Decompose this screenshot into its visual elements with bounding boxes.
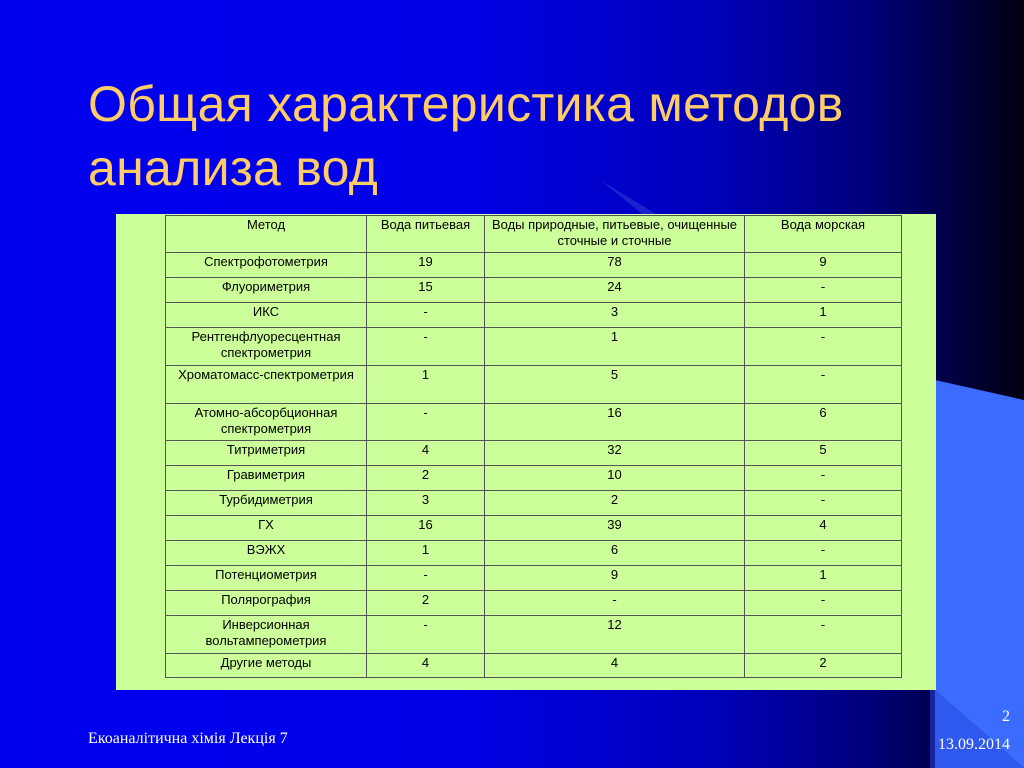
table-cell: - <box>367 566 485 591</box>
table-cell: 4 <box>367 654 485 678</box>
table-cell: 2 <box>367 466 485 491</box>
table-row <box>166 566 902 591</box>
table-cell: 1 <box>367 541 485 566</box>
table-cell: 15 <box>367 278 485 303</box>
table-cell: 1 <box>367 366 485 404</box>
table-cell: 5 <box>745 441 902 466</box>
table-cell: Другие методы <box>166 654 367 678</box>
table-row <box>166 253 902 278</box>
table-cell: 16 <box>367 516 485 541</box>
table-cell: Гравиметрия <box>166 466 367 491</box>
table-cell: - <box>745 466 902 491</box>
table-cell: - <box>745 366 902 404</box>
table-row <box>166 516 902 541</box>
table-cell: 5 <box>485 366 745 404</box>
table-cell: 1 <box>745 303 902 328</box>
table-cell: - <box>485 591 745 616</box>
table-cell: - <box>745 591 902 616</box>
table-cell: Рентгенфлуоресцентная спектрометрия <box>166 328 367 366</box>
header-cell: Вода питьевая <box>367 216 485 253</box>
table-cell: - <box>367 616 485 654</box>
table-cell: 4 <box>367 441 485 466</box>
table-cell: 78 <box>485 253 745 278</box>
table-row <box>166 654 902 678</box>
table-cell: - <box>367 328 485 366</box>
slide-number: 2 <box>1002 708 1010 725</box>
table-cell: 9 <box>745 253 902 278</box>
table-cell: - <box>745 328 902 366</box>
methods-table <box>165 215 902 678</box>
table-cell: 2 <box>745 654 902 678</box>
table-cell: 3 <box>485 303 745 328</box>
table-cell: 2 <box>367 591 485 616</box>
table-cell: 1 <box>745 566 902 591</box>
table-cell: - <box>745 541 902 566</box>
table-cell: 6 <box>485 541 745 566</box>
header-cell: Вода морская <box>745 216 902 253</box>
table-row <box>166 616 902 654</box>
table-row <box>166 491 902 516</box>
table-cell: Полярография <box>166 591 367 616</box>
table-cell: 4 <box>745 516 902 541</box>
table-cell: - <box>745 278 902 303</box>
table-cell: 3 <box>367 491 485 516</box>
table-cell: ИКС <box>166 303 367 328</box>
table-cell: 2 <box>485 491 745 516</box>
table-cell: 19 <box>367 253 485 278</box>
table-cell: - <box>367 303 485 328</box>
header-cell: Воды природные, питьевые, очищенные сточные и сточные <box>485 216 745 253</box>
table-row <box>166 441 902 466</box>
table-header-row <box>166 216 902 253</box>
table-row <box>166 404 902 441</box>
table-row <box>166 591 902 616</box>
table-cell: 1 <box>485 328 745 366</box>
slide-date: 13.09.2014 <box>938 736 1010 753</box>
header-cell: Метод <box>166 216 367 253</box>
table-cell: Турбидиметрия <box>166 491 367 516</box>
slide-title-line-1: Общая характеристика методов <box>88 76 844 132</box>
table-cell: 39 <box>485 516 745 541</box>
table-cell: 4 <box>485 654 745 678</box>
table-cell: ГХ <box>166 516 367 541</box>
table-cell: Титриметрия <box>166 441 367 466</box>
table-cell: - <box>745 616 902 654</box>
table-cell: 6 <box>745 404 902 441</box>
table-cell: ВЭЖХ <box>166 541 367 566</box>
table-row <box>166 328 902 366</box>
table-cell: Флуориметрия <box>166 278 367 303</box>
table-cell: 9 <box>485 566 745 591</box>
table-cell: 16 <box>485 404 745 441</box>
slide-title-line-2: анализа вод <box>88 140 379 196</box>
table-cell: - <box>745 491 902 516</box>
table-cell: Хроматомасс-спектрометрия <box>166 366 367 404</box>
table-row <box>166 466 902 491</box>
table-row <box>166 541 902 566</box>
slide-title <box>88 72 968 200</box>
table-cell: Атомно-абсорбционная спектрометрия <box>166 404 367 441</box>
table-cell: Спектрофотометрия <box>166 253 367 278</box>
table-cell: 32 <box>485 441 745 466</box>
table-cell: - <box>367 404 485 441</box>
footer-lecture-label: Екоаналітична хімія Лекція 7 <box>88 730 288 747</box>
table-row <box>166 303 902 328</box>
table-cell: Потенциометрия <box>166 566 367 591</box>
table-cell: 24 <box>485 278 745 303</box>
table-row <box>166 278 902 303</box>
table-cell: 10 <box>485 466 745 491</box>
table-cell: Инверсионная вольтамперометрия <box>166 616 367 654</box>
table-cell: 12 <box>485 616 745 654</box>
table-row <box>166 366 902 404</box>
